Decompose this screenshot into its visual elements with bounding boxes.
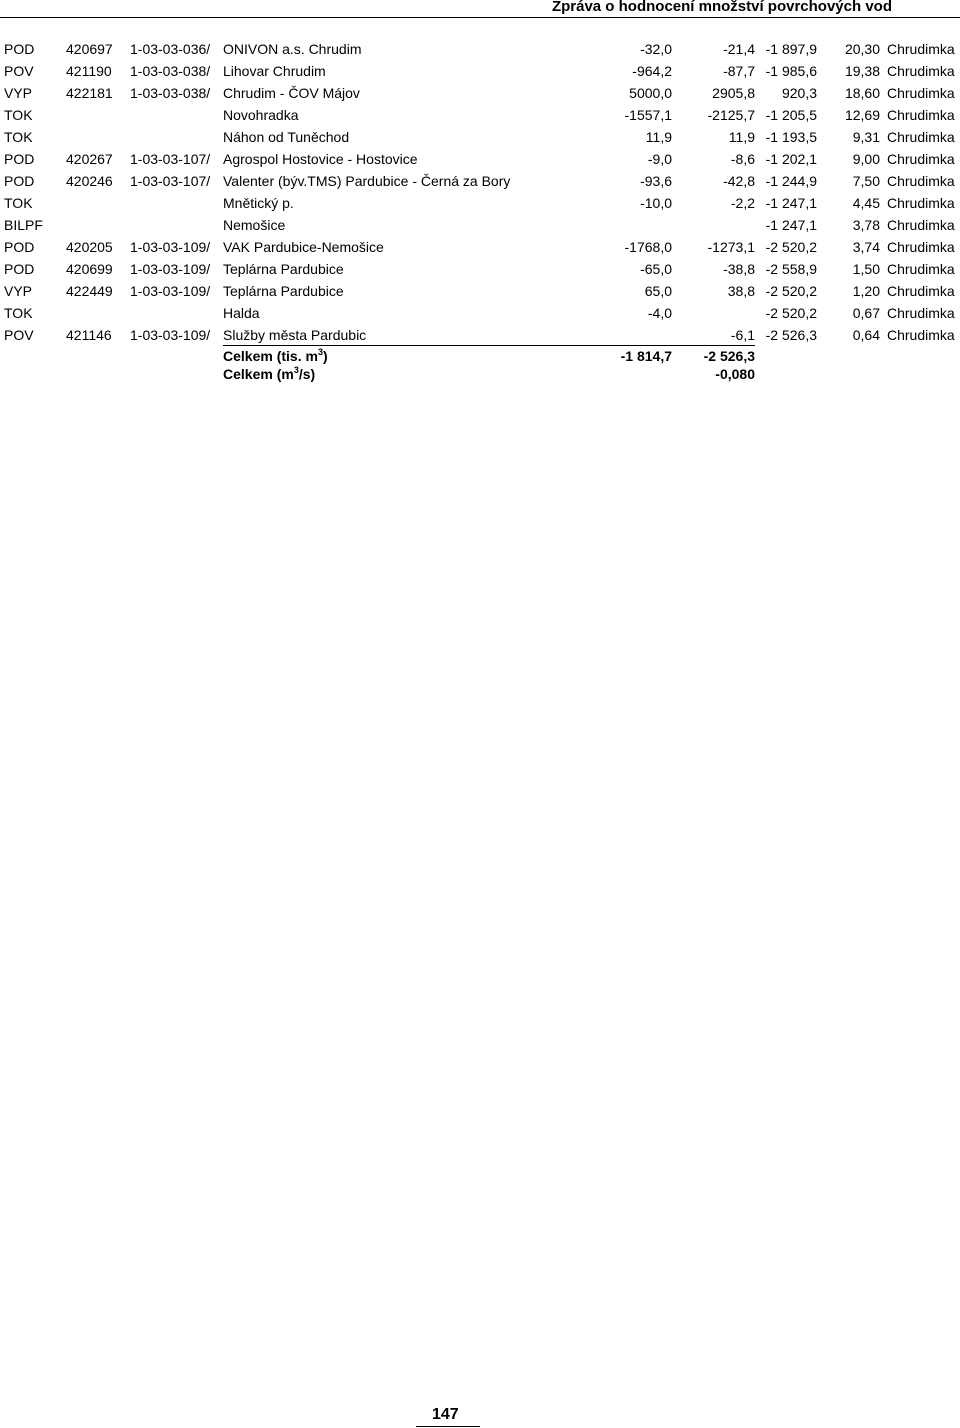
value-4: 18,60 — [844, 85, 880, 101]
hydrological-code: 1-03-03-109/ — [130, 327, 211, 343]
value-2: -21,4 — [723, 41, 755, 57]
hydrological-code: 1-03-03-109/ — [130, 261, 211, 277]
table-row — [0, 280, 960, 302]
value-1: 65,0 — [644, 283, 672, 299]
value-4: 4,45 — [852, 195, 880, 211]
location-name: Valenter (býv.TMS) Pardubice - Černá za Bory — [223, 173, 511, 189]
location-name: Teplárna Pardubice — [223, 283, 344, 299]
river-name: Chrudimka — [887, 63, 955, 79]
record-type: POV — [4, 63, 34, 79]
record-type: POD — [4, 41, 35, 57]
hydrological-code: 1-03-03-107/ — [130, 173, 211, 189]
report-title: Zpráva o hodnocení množství povrchových vod — [551, 0, 892, 15]
river-name: Chrudimka — [887, 107, 955, 123]
location-name: Teplárna Pardubice — [223, 261, 344, 277]
total-label-end: ) — [322, 348, 328, 364]
value-3: -1 247,1 — [765, 195, 817, 211]
value-3: -1 202,1 — [765, 151, 817, 167]
value-4: 7,50 — [852, 173, 880, 189]
record-type: POD — [4, 151, 35, 167]
value-1: -65,0 — [640, 261, 672, 277]
value-3: -2 526,3 — [765, 327, 817, 343]
value-2: -1273,1 — [707, 239, 755, 255]
value-4: 19,38 — [844, 63, 880, 79]
record-type: BILPF — [4, 217, 43, 233]
value-4: 12,69 — [844, 107, 880, 123]
river-name: Chrudimka — [887, 327, 955, 343]
page-number-underline — [416, 1426, 480, 1427]
record-type: TOK — [4, 129, 33, 145]
value-1: -1768,0 — [624, 239, 672, 255]
table-row — [0, 302, 960, 324]
location-name: Chrudim - ČOV Májov — [223, 85, 360, 101]
location-name: Halda — [223, 305, 260, 321]
location-name: Náhon od Tuněchod — [223, 129, 350, 145]
total-value-2: -2 526,3 — [703, 348, 755, 364]
table-row — [0, 214, 960, 236]
value-3: -1 193,5 — [765, 129, 817, 145]
table-row — [0, 82, 960, 104]
value-1: -10,0 — [640, 195, 672, 211]
table-row — [0, 148, 960, 170]
value-2: -2,2 — [730, 195, 755, 211]
totals-divider — [223, 345, 755, 346]
record-id: 422449 — [66, 283, 113, 299]
value-2: 2905,8 — [712, 85, 755, 101]
total-label-m3-per-s — [223, 365, 315, 383]
header-divider — [0, 17, 960, 18]
superscript: 3 — [317, 347, 323, 357]
total-flow-value: -0,080 — [715, 366, 755, 382]
total-label-thousand-m3 — [223, 347, 328, 365]
value-1: -32,0 — [640, 41, 672, 57]
location-name: Služby města Pardubic — [223, 327, 367, 343]
river-name: Chrudimka — [887, 305, 955, 321]
value-2: 38,8 — [727, 283, 755, 299]
value-3: -2 558,9 — [765, 261, 817, 277]
superscript: 3 — [293, 365, 299, 375]
value-3: -2 520,2 — [765, 283, 817, 299]
value-1: -93,6 — [640, 173, 672, 189]
hydrological-code: 1-03-03-107/ — [130, 151, 211, 167]
record-type: POV — [4, 327, 34, 343]
value-4: 3,78 — [852, 217, 880, 233]
record-type: TOK — [4, 195, 33, 211]
value-1: -4,0 — [647, 305, 672, 321]
total-label-text: Celkem (m — [223, 366, 294, 382]
record-id: 420246 — [66, 173, 113, 189]
value-3: -1 985,6 — [765, 63, 817, 79]
table-row — [0, 192, 960, 214]
record-id: 420699 — [66, 261, 113, 277]
table-row — [0, 258, 960, 280]
value-2: 11,9 — [728, 129, 755, 145]
river-name: Chrudimka — [887, 173, 955, 189]
balance-table — [0, 38, 960, 346]
value-4: 0,64 — [852, 327, 880, 343]
location-name: Lihovar Chrudim — [223, 63, 326, 79]
record-type: POD — [4, 261, 35, 277]
value-4: 9,31 — [852, 129, 880, 145]
table-row — [0, 236, 960, 258]
value-3: -2 520,2 — [765, 239, 817, 255]
value-3: -1 205,5 — [765, 107, 817, 123]
total-label-text: Celkem (tis. m — [223, 348, 318, 364]
value-2: -8,6 — [730, 151, 755, 167]
river-name: Chrudimka — [887, 151, 955, 167]
totals-block — [0, 347, 960, 383]
table-row — [0, 170, 960, 192]
location-name: Novohradka — [223, 107, 299, 123]
location-name: ONIVON a.s. Chrudim — [223, 41, 362, 57]
value-4: 1,20 — [852, 283, 880, 299]
value-1: -9,0 — [647, 151, 672, 167]
river-name: Chrudimka — [887, 41, 955, 57]
river-name: Chrudimka — [887, 195, 955, 211]
record-type: POD — [4, 173, 35, 189]
record-id: 420205 — [66, 239, 113, 255]
value-2: -6,1 — [730, 327, 755, 343]
total-row-thousand-m3 — [0, 347, 960, 365]
hydrological-code: 1-03-03-109/ — [130, 239, 211, 255]
hydrological-code: 1-03-03-038/ — [130, 85, 211, 101]
value-3: -1 244,9 — [765, 173, 817, 189]
value-2: -42,8 — [723, 173, 755, 189]
record-type: TOK — [4, 305, 33, 321]
value-4: 1,50 — [852, 261, 880, 277]
table-row — [0, 126, 960, 148]
record-type: POD — [4, 239, 35, 255]
location-name: Agrospol Hostovice - Hostovice — [223, 151, 418, 167]
total-label-end: /s) — [298, 366, 316, 382]
table-row — [0, 324, 960, 346]
hydrological-code: 1-03-03-038/ — [130, 63, 211, 79]
record-id: 422181 — [66, 85, 113, 101]
value-1: 5000,0 — [629, 85, 672, 101]
record-id: 421190 — [66, 63, 112, 79]
page-number: 147 — [432, 1406, 459, 1423]
total-value-1: -1 814,7 — [620, 348, 672, 364]
value-1: 11,9 — [645, 129, 672, 145]
value-4: 9,00 — [852, 151, 880, 167]
value-4: 0,67 — [852, 305, 880, 321]
river-name: Chrudimka — [887, 85, 955, 101]
value-2: -38,8 — [723, 261, 755, 277]
record-type: VYP — [4, 85, 33, 101]
value-1: -964,2 — [632, 63, 672, 79]
table-row — [0, 60, 960, 82]
value-3: -1 897,9 — [765, 41, 817, 57]
river-name: Chrudimka — [887, 129, 955, 145]
total-row-m3-per-s — [0, 365, 960, 383]
hydrological-code: 1-03-03-109/ — [130, 283, 211, 299]
location-name: VAK Pardubice-Nemošice — [223, 239, 384, 255]
table-row — [0, 38, 960, 60]
river-name: Chrudimka — [887, 239, 955, 255]
record-type: TOK — [4, 107, 33, 123]
river-name: Chrudimka — [887, 261, 955, 277]
river-name: Chrudimka — [887, 283, 955, 299]
river-name: Chrudimka — [887, 217, 955, 233]
record-id: 420267 — [66, 151, 113, 167]
table-row — [0, 104, 960, 126]
record-id: 421146 — [66, 327, 112, 343]
record-type: VYP — [4, 283, 33, 299]
record-id: 420697 — [66, 41, 113, 57]
value-1: -1557,1 — [624, 107, 672, 123]
value-3: -1 247,1 — [765, 217, 817, 233]
value-4: 3,74 — [852, 239, 880, 255]
location-name: Nemošice — [223, 217, 286, 233]
value-2: -2125,7 — [707, 107, 755, 123]
hydrological-code: 1-03-03-036/ — [130, 41, 211, 57]
location-name: Mnětický p. — [223, 195, 294, 211]
value-2: -87,7 — [723, 63, 755, 79]
value-3: 920,3 — [781, 85, 817, 101]
value-4: 20,30 — [844, 41, 880, 57]
value-3: -2 520,2 — [765, 305, 817, 321]
